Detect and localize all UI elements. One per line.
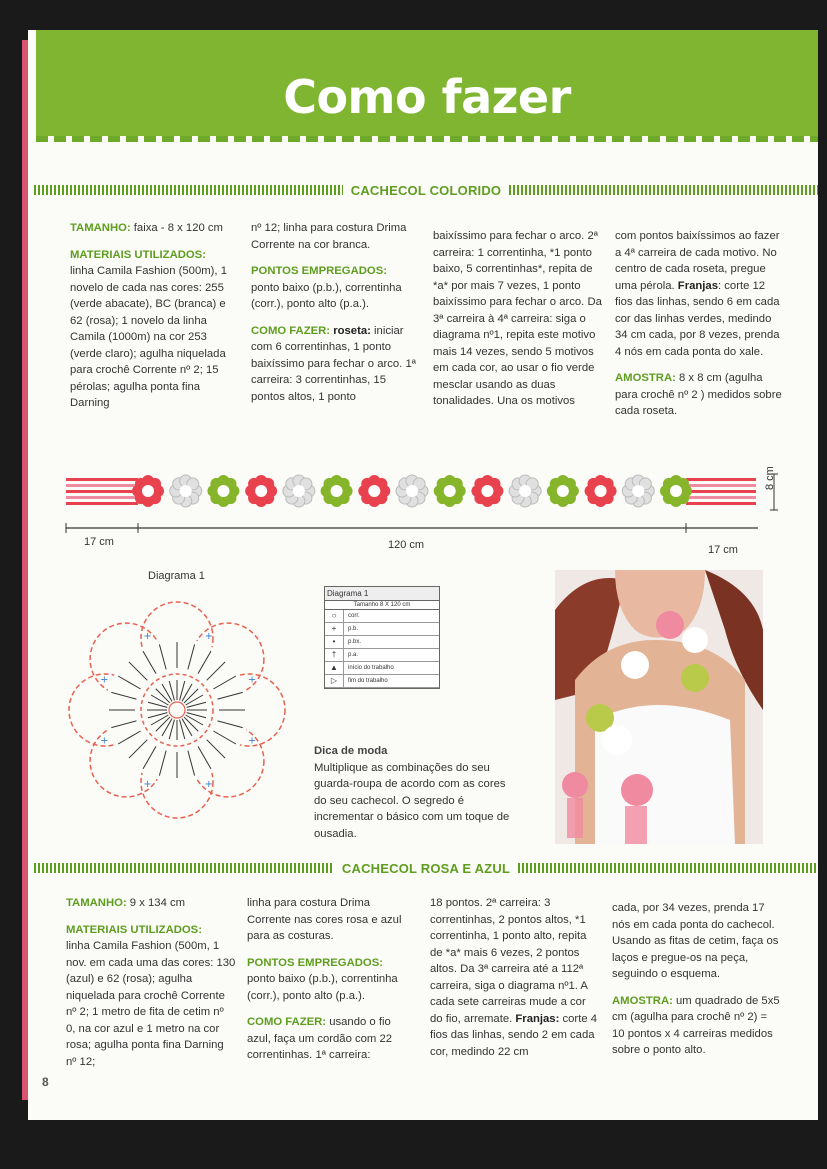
dim-center: 120 cm bbox=[388, 539, 425, 551]
flower-motif bbox=[585, 475, 617, 507]
amostra-label: AMOSTRA: bbox=[612, 994, 673, 1007]
legend-label: p.b. bbox=[348, 626, 359, 632]
legend-symbol: ▷ bbox=[325, 675, 344, 687]
franjas-text: corte 4 fios das linhas, sendo 2 em cada cor, medindo 22 cm bbox=[430, 1012, 598, 1058]
pontos-label: PONTOS EMPREGADOS: bbox=[251, 265, 387, 277]
tip-text: Multiplique as combinações do seu guarda-roupa de acordo com as cores do seu cachecol. O segredo é incrementar o básico com um toque de ousadia. bbox=[314, 761, 510, 840]
svg-text:+: + bbox=[247, 735, 257, 747]
amostra-text: 8 x 8 cm (agulha para crochê nº 2 ) medidos sobre cada roseta. bbox=[615, 372, 782, 417]
continued-text: linha para costura Drima Corrente nas cores rosa e azul para as costuras. bbox=[247, 897, 402, 942]
materiais-label: MATERIAIS UTILIZADOS: bbox=[66, 923, 202, 936]
legend-symbol: † bbox=[325, 649, 344, 661]
s1-column-3 bbox=[433, 228, 603, 420]
svg-text:+: + bbox=[204, 631, 214, 643]
como-fazer-text: iniciar com 6 correntinhas, 1 ponto baixíssimo para fechar o arco. 1ª carreira: 3 correntinhas, 15 pontos altos, 1 ponto bbox=[251, 324, 416, 403]
tamanho-label: TAMANHO: bbox=[66, 897, 127, 909]
s2-column-4 bbox=[612, 900, 782, 1069]
left-fringe bbox=[66, 478, 138, 505]
dim-right: 17 cm bbox=[708, 544, 738, 556]
instructions-text: 18 pontos. 2ª carreira: 3 correntinhas, 2 pontos altos, *1 correntinha, 1 ponto alto, repita de *a* mais 6 vezes, 2 pontos altos. Da 3ª carreira até a 112ª carreira, siga o diagrama nº1. A cada sete carreiras mude a cor do fio, arremate. bbox=[430, 897, 588, 1025]
flower-motifs bbox=[132, 475, 692, 507]
roseta-label: roseta: bbox=[330, 324, 371, 337]
tamanho-label: TAMANHO: bbox=[70, 222, 131, 234]
crochet-diagram bbox=[62, 590, 292, 830]
flower-motif bbox=[396, 475, 428, 507]
svg-text:+: + bbox=[204, 778, 214, 790]
como-fazer-text: usando o fio azul, faça um cordão com 22 correntinhas. 1ª carreira: bbox=[247, 1016, 393, 1061]
pontos-text: ponto baixo (p.b.), correntinha (corr.), ponto alto (p.a.). bbox=[251, 281, 402, 310]
legend-row bbox=[325, 649, 439, 662]
diagram-title: Diagrama 1 bbox=[148, 570, 205, 582]
magazine-page bbox=[28, 30, 818, 1120]
franjas-label: Franjas bbox=[677, 279, 718, 292]
legend-row bbox=[325, 675, 439, 688]
section-title: CACHECOL ROSA E AZUL bbox=[341, 860, 511, 876]
banner-dash-line bbox=[36, 136, 818, 142]
legend-label: p.bx. bbox=[348, 639, 362, 645]
legend-label: início do trabalho bbox=[348, 665, 394, 671]
amostra-text: um quadrado de 5x5 cm (agulha para crochê nº 2) = 10 pontos x 4 carreiras medidos sobre o ponto alto. bbox=[612, 994, 780, 1056]
legend-symbol: + bbox=[325, 623, 344, 635]
materiais-text: linha Camila Fashion (500m, 1 nov. em cada uma das cores: 130 (azul) e 62 (rosa); agulha niquelada para crochê Corrente nº 2; 1 metro de fita de cetim nº 0, na cor azul e 1 metro na cor rosa; agulha ponta fina Darning nº 12; bbox=[66, 940, 236, 1068]
legend-row bbox=[325, 610, 439, 623]
instructions-text: com pontos baixíssimos ao fazer a 4ª carreira de cada motivo. No centro de cada roseta, pregue uma pérola. bbox=[615, 230, 780, 292]
franjas-label: Franjas: bbox=[515, 1012, 560, 1025]
legend-symbol: ▲ bbox=[325, 662, 344, 674]
section-heading-colorido bbox=[34, 181, 818, 199]
flower-motif bbox=[434, 475, 466, 507]
right-fringe bbox=[686, 478, 756, 505]
flower-motif bbox=[132, 475, 164, 507]
tamanho-value: faixa - 8 x 120 cm bbox=[130, 222, 223, 234]
pontos-text: ponto baixo (p.b.), correntinha (corr.), ponto alto (p.a.). bbox=[247, 973, 398, 1002]
section-title: CACHECOL COLORIDO bbox=[350, 182, 502, 198]
section-heading-rosa-azul bbox=[34, 859, 818, 877]
svg-text:+: + bbox=[100, 735, 109, 747]
s2-column-2 bbox=[247, 895, 417, 1074]
diagram-legend bbox=[324, 586, 440, 689]
legend-label: fim do trabalho bbox=[348, 678, 388, 684]
legend-row bbox=[325, 636, 439, 649]
legend-title: Diagrama 1 bbox=[325, 587, 439, 601]
materiais-label: MATERIAIS UTILIZADOS: bbox=[70, 248, 206, 261]
legend-row bbox=[325, 623, 439, 636]
legend-label: corr. bbox=[348, 613, 360, 619]
flower-motif bbox=[245, 475, 277, 507]
flower-motif bbox=[509, 475, 541, 507]
flower-motif bbox=[170, 475, 202, 507]
flower-motif bbox=[321, 475, 353, 507]
model-photo bbox=[555, 570, 763, 844]
svg-text:+: + bbox=[247, 674, 257, 686]
s1-column-4 bbox=[615, 228, 785, 430]
flower-motif bbox=[547, 475, 579, 507]
s2-column-3 bbox=[430, 895, 600, 1070]
svg-text:+: + bbox=[100, 674, 109, 686]
como-fazer-label: COMO FAZER: bbox=[247, 1016, 327, 1028]
svg-text:+: + bbox=[143, 778, 152, 790]
page-number: 8 bbox=[42, 1075, 49, 1089]
dim-left: 17 cm bbox=[84, 536, 114, 548]
materiais-text: linha Camila Fashion (500m), 1 novelo de cada nas cores: 255 (verde abacate), BC (branca) e 62 (rosa); 1 novelo da linha Camila (1000m) na cor 253 (verde claro); agulha niquelada para crochê Corrente nº 2; 15 pérolas; agulha ponta fina Darning bbox=[70, 265, 227, 409]
flower-motif bbox=[358, 475, 390, 507]
title-banner bbox=[36, 30, 818, 136]
como-fazer-label: COMO FAZER: bbox=[251, 324, 331, 337]
tip-title: Dica de moda bbox=[314, 745, 388, 757]
tamanho-value: 9 x 134 cm bbox=[126, 897, 186, 909]
s1-column-1 bbox=[70, 220, 240, 422]
pontos-label: PONTOS EMPREGADOS: bbox=[247, 956, 383, 969]
amostra-label: AMOSTRA: bbox=[615, 372, 676, 384]
flower-motif bbox=[622, 475, 654, 507]
instructions-text: cada, por 34 vezes, prenda 17 nós em cada ponta do cachecol. Usando as fitas de cetim, faça os laços e pregue-os na peça, seguindo o esquema. bbox=[612, 902, 779, 980]
instructions-text: baixíssimo para fechar o arco. 2ª carreira: 1 correntinha, *1 ponto baixo, 5 correntinhas*, repita de *a* por mais 7 vezes, 1 ponto baixíssimo para fechar o arco. Da 3ª carreira à 4ª carreira: siga o diagrama nº1, repita este motivo mais 14 vezes, sendo 5 motivos em cada cor, ao usar o fio verde mesclar usando as duas tonalidades. Una os motivos bbox=[433, 230, 602, 407]
franjas-text: : corte 12 fios das linhas, sendo 6 em cada cor das linhas verdes, medindo 34 cm cada, por 8 vezes, prenda 4 nós em cada ponta do xale. bbox=[615, 279, 780, 358]
legend-subtitle: Tamanho 8 X 120 cm bbox=[325, 601, 439, 610]
continued-text: nº 12; linha para costura Drima Corrente na cor branca. bbox=[251, 222, 407, 251]
s1-column-2 bbox=[251, 220, 421, 415]
svg-text:+: + bbox=[143, 631, 152, 643]
legend-label: p.a. bbox=[348, 652, 359, 658]
flower-motif bbox=[660, 475, 692, 507]
dim-height: 8 cm bbox=[764, 466, 776, 490]
fashion-tip bbox=[314, 743, 514, 842]
flower-motif bbox=[471, 475, 503, 507]
flower-motif bbox=[207, 475, 239, 507]
legend-row bbox=[325, 662, 439, 675]
legend-symbol: • bbox=[325, 636, 344, 648]
s2-column-1 bbox=[66, 895, 236, 1080]
legend-symbol: ○ bbox=[325, 610, 344, 622]
flower-motif bbox=[283, 475, 315, 507]
page-title: Como fazer bbox=[283, 70, 571, 124]
